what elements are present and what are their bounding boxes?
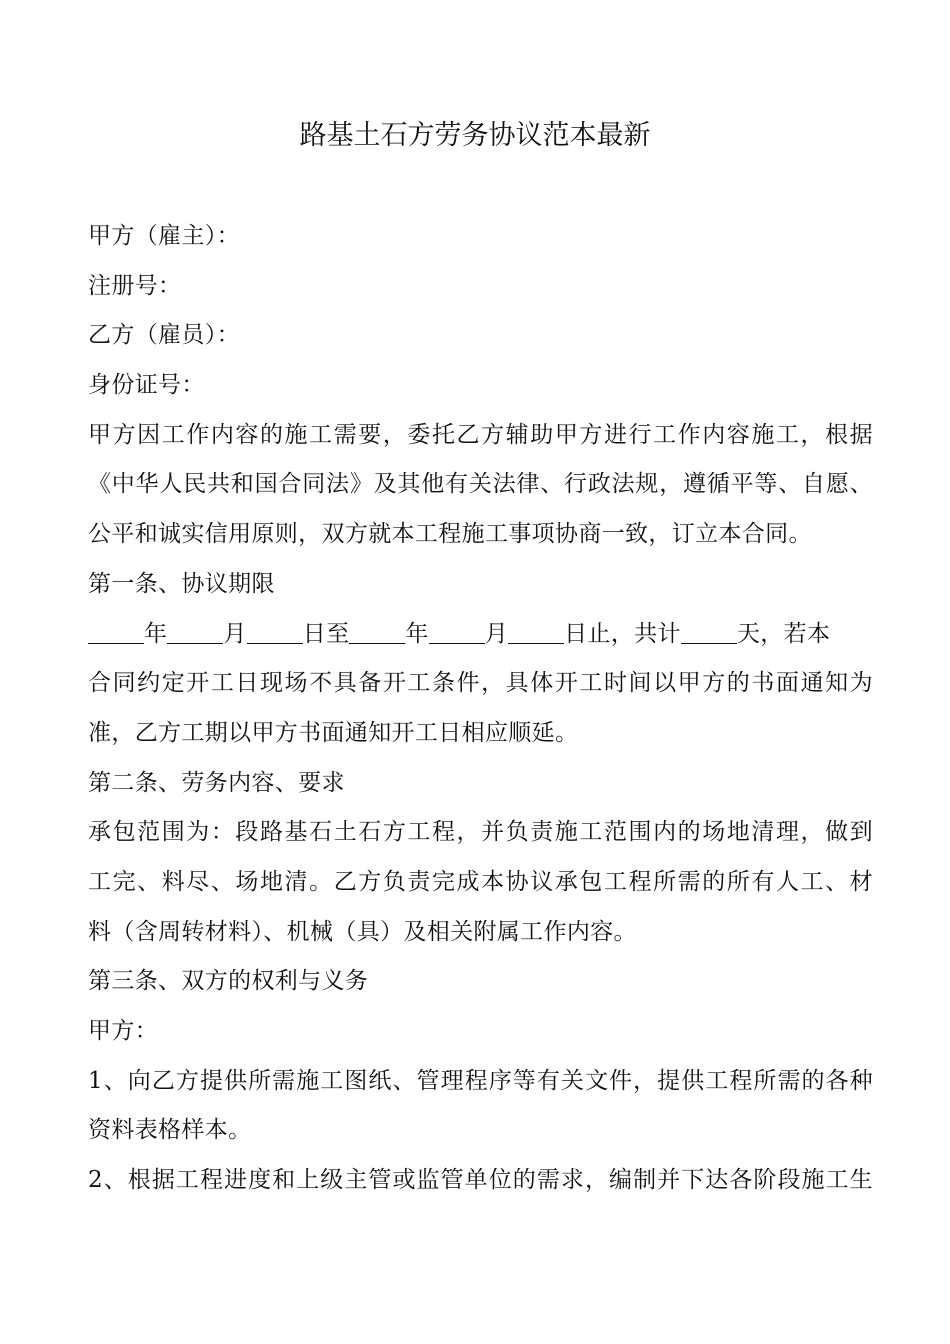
preamble-line-2: 《中华人民共和国合同法》及其他有关法律、行政法规，遵循平等、自愿、 bbox=[88, 471, 873, 498]
article-1-heading: 第一条、协议期限 bbox=[88, 570, 275, 597]
article-3-party-a: 甲方： bbox=[88, 1018, 159, 1044]
article-3-item-2-line-1: 2、根据工程进度和上级主管或监管单位的需求，编制并下达各阶段施工生 bbox=[88, 1167, 873, 1194]
date-label-month-1: 月 bbox=[223, 620, 247, 647]
article-2-line-2: 工完、料尽、场地清。乙方负责完成本协议承包工程所需的所有人工、材 bbox=[88, 868, 873, 895]
preamble-line-1: 甲方因工作内容的施工需要，委托乙方辅助甲方进行工作内容施工，根据 bbox=[88, 421, 873, 448]
blank-end-month bbox=[429, 619, 485, 644]
blank-start-month bbox=[167, 619, 223, 644]
document-body bbox=[88, 212, 873, 1206]
article-2-line-3: 料（含周转材料）、机械（具）及相关附属工作内容。 bbox=[88, 918, 637, 945]
article-3-item-1-line-1: 1、向乙方提供所需施工图纸、管理程序等有关文件，提供工程所需的各种 bbox=[88, 1067, 873, 1094]
article-2-heading: 第二条、劳务内容、要求 bbox=[88, 769, 345, 796]
article-2-line-1: 承包范围为：段路基石土石方工程，并负责施工范围内的场地清理，做到 bbox=[88, 819, 873, 846]
date-label-day-2: 日止，共计 bbox=[564, 620, 681, 647]
article-1-date-line bbox=[88, 610, 873, 660]
blank-start-year bbox=[88, 619, 144, 644]
date-line-tail: 天，若本 bbox=[736, 620, 831, 647]
party-a-label: 甲方（雇主）： bbox=[88, 223, 240, 249]
date-label-day-1: 日至 bbox=[302, 620, 350, 647]
article-3-item-1-line-2: 资料表格样本。 bbox=[88, 1117, 252, 1144]
date-label-month-2: 月 bbox=[484, 620, 509, 647]
date-label-year-2: 年 bbox=[405, 620, 429, 647]
date-label-year-1: 年 bbox=[144, 620, 168, 647]
blank-total-days bbox=[681, 619, 737, 644]
blank-start-day bbox=[247, 619, 303, 644]
registration-number-label: 注册号： bbox=[88, 272, 182, 299]
id-number-label: 身份证号： bbox=[88, 372, 205, 399]
blank-end-year bbox=[349, 619, 405, 644]
article-1-line-1: 合同约定开工日现场不具备开工条件，具体开工时间以甲方的书面通知为 bbox=[88, 670, 873, 697]
preamble-line-3: 公平和诚实信用原则，双方就本工程施工事项协商一致，订立本合同。 bbox=[88, 521, 812, 548]
document-title: 路基土石方劳务协议范本最新 bbox=[299, 120, 651, 151]
article-1-line-2: 准，乙方工期以甲方书面通知开工日相应顺延。 bbox=[88, 719, 579, 746]
blank-end-day bbox=[508, 619, 564, 644]
article-3-heading: 第三条、双方的权利与义务 bbox=[88, 968, 369, 995]
party-b-label: 乙方（雇员）： bbox=[88, 322, 240, 349]
